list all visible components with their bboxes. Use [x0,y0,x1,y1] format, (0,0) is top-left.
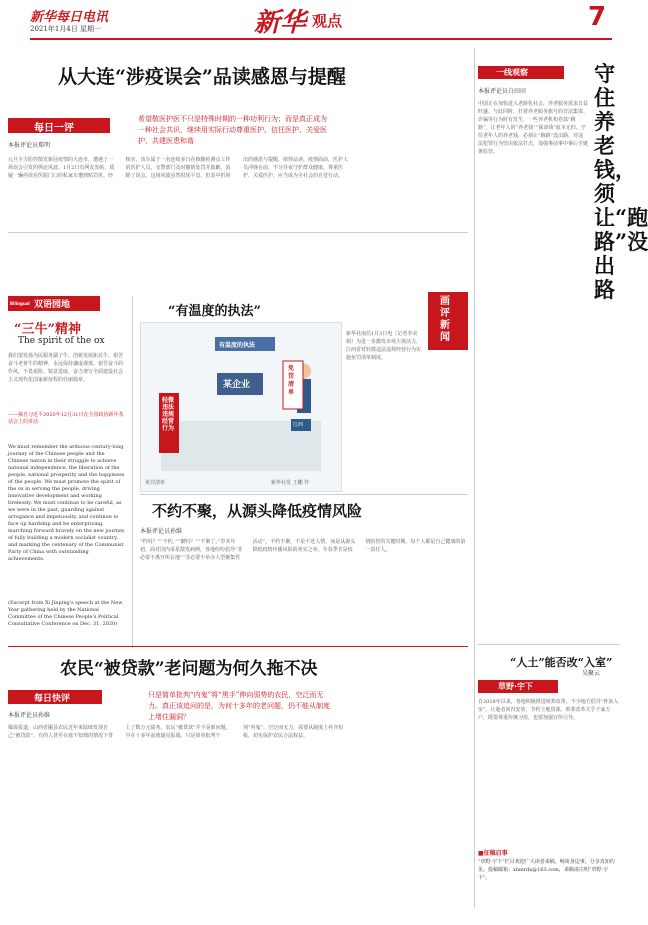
divider [132,296,133,648]
sanniu-title-cn: “三牛”精神 [14,322,81,337]
divider [8,232,468,233]
top-body: 元旦全力防控散发新冠疫情的大连市，遭遇了一场误会引发的舆论风波。1月2日有网友发帖，质疑一辆停放在医院门口的私家车遭到贴罚单。经核实，该车属于一名连续多日在核酸检测点工作的医护人员，交警部门及时撤销处罚并致歉，消除了误会。这场风波虽然很快平息，但其中折射出的感恩与提醒，值得品读。疫情面前，医护人员冲锋在前，不分昼夜守护群众健康。尊重医护、关爱医护，应当成为全社会的自觉行动。 [8,157,349,179]
bottom-lede: 只是简单批判“内鬼”将“黑手”伸向弱势的农民，空泛而无力。真正该追问的是，为何十多年的老问题，仍不能从制度上堵住漏洞？ [148,691,330,721]
column-tag-label: 草野·宇下 [498,682,534,691]
column-tag-en: Bilingual [10,301,30,306]
middle-body: “约吗？”“不约。”“聚吗？”“不聚了。”岁末年初，面对国内零星散发病例，各地纷纷倡导“非必要不离开所在地”“非必要不举办大型聚集性活动”。不约不聚，不是不近人情，而是从源头降低疫情传播风险的务实之举。冬春季节是疫情防控的关键时期，每个人都是自己健康的第一责任人。 [140,539,466,561]
divider [140,494,468,495]
column-tag-cartoon-news [428,292,468,350]
middle-headline: 不约不聚，从源头降低疫情风险 [152,502,363,520]
cartoon-region-sign: 江西 [293,422,304,428]
bottom-headline: 农民“被贷款”老问题为何久拖不决 [60,659,318,679]
right-top-headline: 守住养老钱，须让“跑路”没出路 [594,61,648,302]
notice-title: ■征稿启事 [478,850,508,857]
paper-name: 新华每日电讯 [30,10,109,25]
column-tag-daily-review [8,118,110,133]
right-bottom-headline: “人土”能否改“入室” [510,656,613,669]
column-tag-grassroots [478,680,558,693]
masthead-rule [30,38,612,40]
column-tag-label: 画评新闻 [440,296,450,343]
section-name: 观点 [312,12,343,30]
right-bottom-body: 自2018年以来，各地积极推进殡葬改革，不少地方倡导“骨灰入室”，让逝者回归安放，节约土地资源。殡葬改革关乎千家万户，既要尊重传统习俗，也要加强宣传引导。 [478,699,619,721]
column-tag-frontline [478,66,564,79]
divider [478,644,620,645]
sanniu-attribution: ——摘自习近平2020年12月31日在全国政协新年茶话会上的讲话 [8,412,124,425]
bottom-body: 媒体报道，山西省隰县农民近年来陆续发现自己“被贷款”，有的人甚至在毫不知情的情况下背上了数万元债务。农民“被贷款”并不是新问题，早在十多年前就屡见报端。只是简单批判个别“内鬼”，空泛而无力，需要从制度上补齐短板，切实保护农民合法权益。 [8,725,344,739]
section-rule [8,646,468,647]
column-tag-label: 每日快评 [34,694,71,704]
cartoon-credit-right: 新华社发 王鹏 作 [271,480,310,486]
top-byline: 本报评论员郑明 [8,142,51,149]
section-logo: 新华 [254,8,307,38]
right-top-body: 中国正在加快进入老龄化社会，养老服务需求日益旺盛。与此同时，打着养老服务旗号的非法集资、诈骗等行为时有发生，一些养老机构卷款“跑路”，让老年人的“养老钱”“保命钱”血本无归。守住老年人的养老钱，必须让“跑路”没出路，对违法犯罪行为坚决依法打击，加强事前事中事后全链条监管。 [478,101,589,155]
sanniu-title-en: The spirit of the ox [18,336,105,346]
cartoon-left-sign: 轻微违法违规经营行为 [162,397,175,432]
divider [474,48,475,908]
column-tag-label: 一线观察 [496,68,528,77]
sanniu-source-en: (Excerpt from Xi Jinping's speech at the New Year gathering held by the National Committee of the Chinese People's Political Consultative Conference on Dec. 31, 2020) [8,600,123,627]
column-tag-bilingual [8,296,100,311]
middle-byline: 本报评论员孙维 [140,528,183,535]
notice-body: “草野·宇下”栏目欢迎广大读者来稿，畅谈身边事，分享真知灼见。投稿邮箱：xhmrdx@163.com，来稿请注明“草野·宇下”。 [478,859,615,881]
cartoon-credit-left: 免罚清单 [145,480,166,486]
bottom-byline: 本报评论员孙维 [8,712,51,719]
masthead [0,0,640,44]
top-headline: 从大连“涉疫误会”品读感恩与提醒 [58,66,346,88]
sanniu-body-en: We must remember the arduous century-long journey of the Chinese people and the Chinese nation in their struggle to achieve national independence, the liberation of the people, national prosperity and the happiness of the people. We must promote the spirit of the ox in serving the people, driving innovative development and working tirelessly. We must continue to be careful, as we were in the past, guarding against arrogance and impetuosity, and continue to face up hardship and be enterprising, marching forward bravely on the new journey of fully building a modern socialist country, and marking the centenary of the Communist Party of China with outstanding achievements. [8,444,125,562]
cartoon [140,322,342,492]
cartoon-title: “有温度的执法” [168,304,261,319]
right-bottom-author: 吴聚云 [582,670,601,677]
issue-date: 2021年1月4日 星期一 [30,25,101,33]
top-lede: 希望敬医护医不只是特殊时期的一种功利行为；而是真正成为一种社会共识，继续用实际行动尊重医护、信任医护、关爱医护、共建医患和谐 [138,115,327,145]
cartoon-right-sign: 免罚清单 [288,365,295,396]
sanniu-body-cn: 我们要发扬为民服务孺子牛、创新发展拓荒牛、艰苦奋斗老黄牛的精神，永远保持谦虚谨慎、艰苦奋斗的作风，不畏艰险、锐意进取，奋力谱写全面建设社会主义现代化国家新征程的壮丽篇章。 [8,353,124,383]
cartoon-caption: 新华社南昌1月3日电（记者李美娟）为进一步激发市场主体活力，江西省对轻微违法违规经营行为实施免罚清单制度。 [346,331,422,361]
right-top-byline: 本报评论员白田田 [478,88,527,95]
column-tag-label: 双语园地 [34,300,71,310]
page-number: 7 [588,2,607,32]
cartoon-company-sign: 某企业 [223,380,251,390]
column-tag-label: 每日一评 [34,123,74,134]
column-tag-quick-review [8,690,102,704]
cartoon-banner: 有温度的执法 [219,342,256,349]
